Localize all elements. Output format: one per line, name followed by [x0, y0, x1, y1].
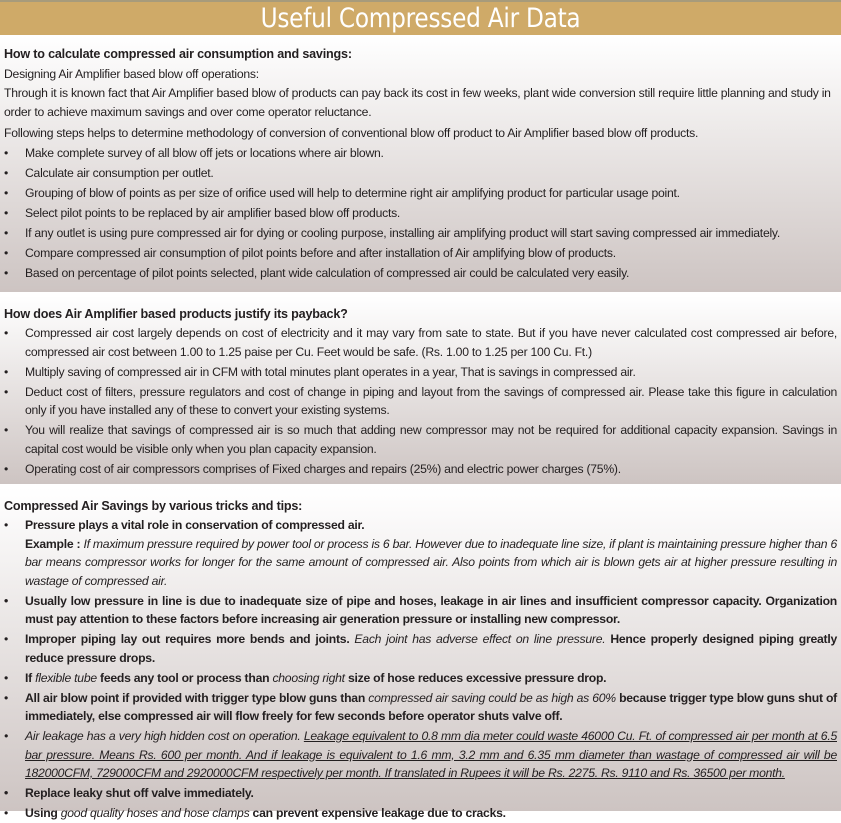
- list-item: [4, 630, 837, 667]
- list-item: • Grouping of blow of points as per size of orifice used will help to determine right air amplifying product for particular usage point.: [4, 183, 837, 203]
- list-item: • Calculate air consumption per outlet.: [4, 163, 837, 183]
- section-tricks-tips: [0, 488, 841, 820]
- list-item: • Make complete survey of all blow off jets or locations where air blown.: [4, 143, 837, 163]
- intro-text: Designing Air Amplifier based blow off operations:: [4, 67, 259, 81]
- list-item: [4, 516, 837, 590]
- page-header: [0, 0, 841, 35]
- tip-bold: Using: [25, 806, 61, 820]
- tip-bold: feeds any tool or process than: [96, 670, 273, 685]
- list-item: • Replace leaky shut off valve immediately.: [4, 784, 837, 803]
- tip-italic: flexible tube: [35, 670, 97, 685]
- tip-bold: because trigger type blow guns shut of immediately, else compressed air will flow freely for few seconds before operator shuts valve off.: [25, 690, 837, 723]
- example-label: Example :: [25, 536, 81, 551]
- list-item: [4, 669, 837, 688]
- tip-bold: Hence properly designed piping greatly reduce pressure drops.: [25, 632, 837, 665]
- section-title: Compressed Air Savings by various tricks and tips:: [4, 499, 303, 513]
- tips-list: [4, 516, 837, 823]
- tip-bold: Improper piping lay out requires more bends and joints.: [25, 632, 350, 646]
- tip-italic: Air leakage has a very high hidden cost on operation.: [25, 729, 304, 743]
- list-item: [4, 689, 837, 726]
- tip-italic: compressed air saving could be as high as 60%: [368, 690, 616, 705]
- list-item: • Multiply saving of compressed air in CFM with total minutes plant operates in a year, That is savings in compressed air.: [4, 363, 837, 382]
- tip-bold: Pressure plays a vital role in conservation of compressed air.: [25, 518, 365, 532]
- list-item: • Operating cost of air compressors comprises of Fixed charges and repairs (25%) and electric power charges (75%).: [4, 460, 837, 479]
- list-item: [4, 804, 837, 823]
- example-text: If maximum pressure required by power tool or process is 6 bar. However due to inadequate line size, if plant is maintaining pressure higher than 6 bar means compressor works for longer for the same amount of compressed air. Also points from which air is blown gets air at higher pressure resulting in wastage of compressed air.: [25, 536, 838, 588]
- list-item: • Deduct cost of filters, pressure regulators and cost of change in piping and layout from the savings of compressed air. Please take this figure in calculation only if you have installed any of these to convert your existing systems.: [4, 383, 837, 420]
- steps-list: [4, 143, 837, 283]
- section-payback: [0, 296, 841, 484]
- tip-bold: If: [25, 670, 36, 685]
- tip-bold: size of hose reduces excessive pressure drop.: [344, 670, 607, 685]
- list-item: • Usually low pressure in line is due to inadequate size of pipe and hoses, leakage in air lines and insufficient compressor capacity. Organization must pay attention to these factors before increasing air generation pressure or installing new compressor.: [4, 592, 837, 629]
- tip-bold: All air blow point if provided with trigger type blow guns than: [25, 690, 369, 705]
- list-item: • If any outlet is using pure compressed air for dying or cooling purpose, installing air amplifying product will start saving compressed air immediately.: [4, 223, 837, 243]
- list-item: • Based on percentage of pilot points selected, plant wide calculation of compressed air could be calculated very easily.: [4, 263, 837, 283]
- list-item: • Select pilot points to be replaced by air amplifier based blow off products.: [4, 203, 837, 223]
- tip-italic: good quality hoses and hose clamps: [60, 806, 250, 820]
- tip-underlined: Leakage equivalent to 0.8 mm dia meter could waste 46000 Cu. Ft. of compressed air per month at 6.5 bar pressure. Means Rs. 600 per month. And if leakage is equivalent to 1.6 mm, 3.2 mm and 6.35 mm diameter than wastage of compressed air will be 182000CFM, 729000CFM and 2920000CFM respectively per month. If translated in Rupees it will be Rs. 2275. Rs. 9110 and Rs. 36500 per month.: [25, 729, 837, 780]
- page-title: Useful Compressed Air Data: [260, 3, 581, 34]
- section-title: How does Air Amplifier based products justify its payback?: [4, 307, 348, 321]
- section-title: How to calculate compressed air consumption and savings:: [4, 47, 352, 61]
- payback-list: [4, 324, 837, 478]
- tip-bold: can prevent expensive leakage due to cracks.: [249, 806, 506, 820]
- list-item: • Compressed air cost largely depends on cost of electricity and it may vary from sate to state. But if you have never calculated cost compressed air before, compressed air cost between 1.00 to 1.25 paise per Cu. Feet would be safe. (Rs. 1.00 to 1.25 per 100 Cu. Ft.): [4, 324, 837, 361]
- list-item: [4, 727, 837, 783]
- section-calculate-consumption: [0, 36, 841, 292]
- tip-italic: Each joint has adverse effect on line pressure.: [349, 632, 606, 646]
- paragraph: Following steps helps to determine methodology of conversion of conventional blow off product to Air Amplifier based blow off products.: [4, 125, 699, 140]
- paragraph: Through it is known fact that Air Amplifier based blow of products can pay back its cost in few weeks, plant wide conversion still require little planning and study in order to achieve maximum savings and over come operator reluctance.: [4, 86, 831, 119]
- list-item: • Compare compressed air consumption of pilot points before and after installation of Air amplifying blow of products.: [4, 243, 837, 263]
- list-item: • You will realize that savings of compressed air is so much that adding new compressor may not be required for additional capacity expansion. Savings in capital cost would be visible only when you plan capacity expansion.: [4, 421, 837, 458]
- tip-italic: choosing right: [272, 670, 345, 685]
- example-block: [25, 535, 837, 591]
